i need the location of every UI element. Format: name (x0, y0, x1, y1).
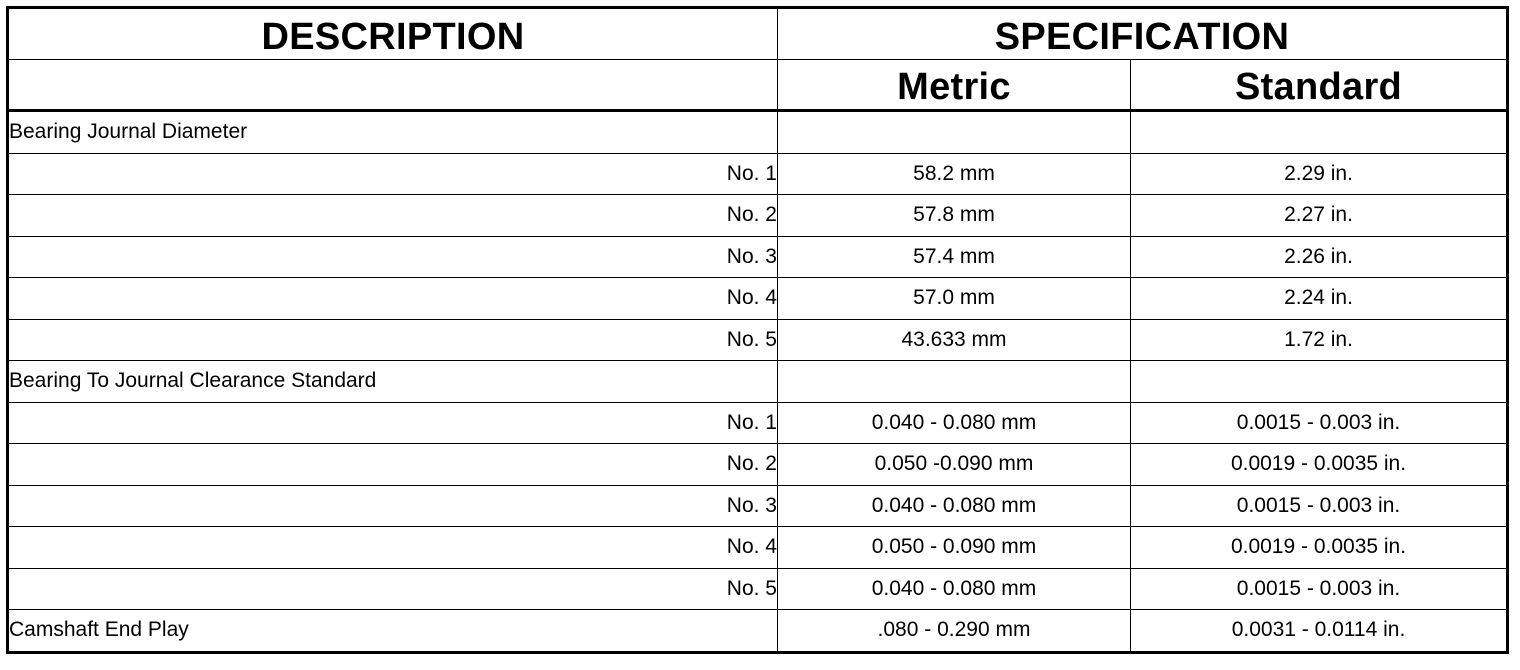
table-row (8, 111, 1508, 154)
header-row-primary (8, 8, 1508, 60)
standard-value: 2.27 in. (1131, 195, 1508, 237)
table-row (8, 402, 1508, 444)
description-header: DESCRIPTION (8, 8, 778, 60)
table-row (8, 361, 1508, 403)
section-label: Camshaft End Play (8, 610, 778, 653)
item-label: No. 1 (8, 153, 778, 195)
table-row (8, 568, 1508, 610)
table-row (8, 444, 1508, 486)
metric-value: 58.2 mm (778, 153, 1131, 195)
standard-value: 0.0031 - 0.0114 in. (1131, 610, 1508, 653)
item-label: No. 4 (8, 278, 778, 320)
item-label: No. 4 (8, 527, 778, 569)
specification-header: SPECIFICATION (778, 8, 1508, 60)
item-label: No. 2 (8, 444, 778, 486)
metric-value: 57.4 mm (778, 236, 1131, 278)
standard-header: Standard (1131, 60, 1508, 111)
specification-table (6, 6, 1509, 654)
item-label: No. 3 (8, 485, 778, 527)
metric-value: 0.040 - 0.080 mm (778, 402, 1131, 444)
table-row (8, 610, 1508, 653)
description-header-blank (8, 60, 778, 111)
metric-value: 0.050 - 0.090 mm (778, 527, 1131, 569)
standard-value: 2.24 in. (1131, 278, 1508, 320)
metric-value: 0.040 - 0.080 mm (778, 485, 1131, 527)
item-label: No. 1 (8, 402, 778, 444)
table-row (8, 236, 1508, 278)
table-row (8, 195, 1508, 237)
item-label: No. 3 (8, 236, 778, 278)
specification-rows (8, 111, 1508, 653)
metric-value (778, 111, 1131, 154)
standard-value: 2.29 in. (1131, 153, 1508, 195)
section-label: Bearing Journal Diameter (8, 111, 778, 154)
metric-value: 0.050 -0.090 mm (778, 444, 1131, 486)
standard-value: 0.0019 - 0.0035 in. (1131, 527, 1508, 569)
metric-value: .080 - 0.290 mm (778, 610, 1131, 653)
table-row (8, 527, 1508, 569)
standard-value: 0.0015 - 0.003 in. (1131, 568, 1508, 610)
table-row (8, 153, 1508, 195)
metric-value: 0.040 - 0.080 mm (778, 568, 1131, 610)
metric-value: 43.633 mm (778, 319, 1131, 361)
metric-value: 57.8 mm (778, 195, 1131, 237)
metric-header: Metric (778, 60, 1131, 111)
standard-value: 0.0015 - 0.003 in. (1131, 402, 1508, 444)
item-label: No. 5 (8, 568, 778, 610)
metric-value (778, 361, 1131, 403)
section-label: Bearing To Journal Clearance Standard (8, 361, 778, 403)
header-row-units (8, 60, 1508, 111)
standard-value: 1.72 in. (1131, 319, 1508, 361)
table-row (8, 485, 1508, 527)
standard-value: 2.26 in. (1131, 236, 1508, 278)
standard-value: 0.0019 - 0.0035 in. (1131, 444, 1508, 486)
item-label: No. 5 (8, 319, 778, 361)
standard-value (1131, 111, 1508, 154)
table-row (8, 278, 1508, 320)
table-row (8, 319, 1508, 361)
standard-value (1131, 361, 1508, 403)
metric-value: 57.0 mm (778, 278, 1131, 320)
item-label: No. 2 (8, 195, 778, 237)
standard-value: 0.0015 - 0.003 in. (1131, 485, 1508, 527)
